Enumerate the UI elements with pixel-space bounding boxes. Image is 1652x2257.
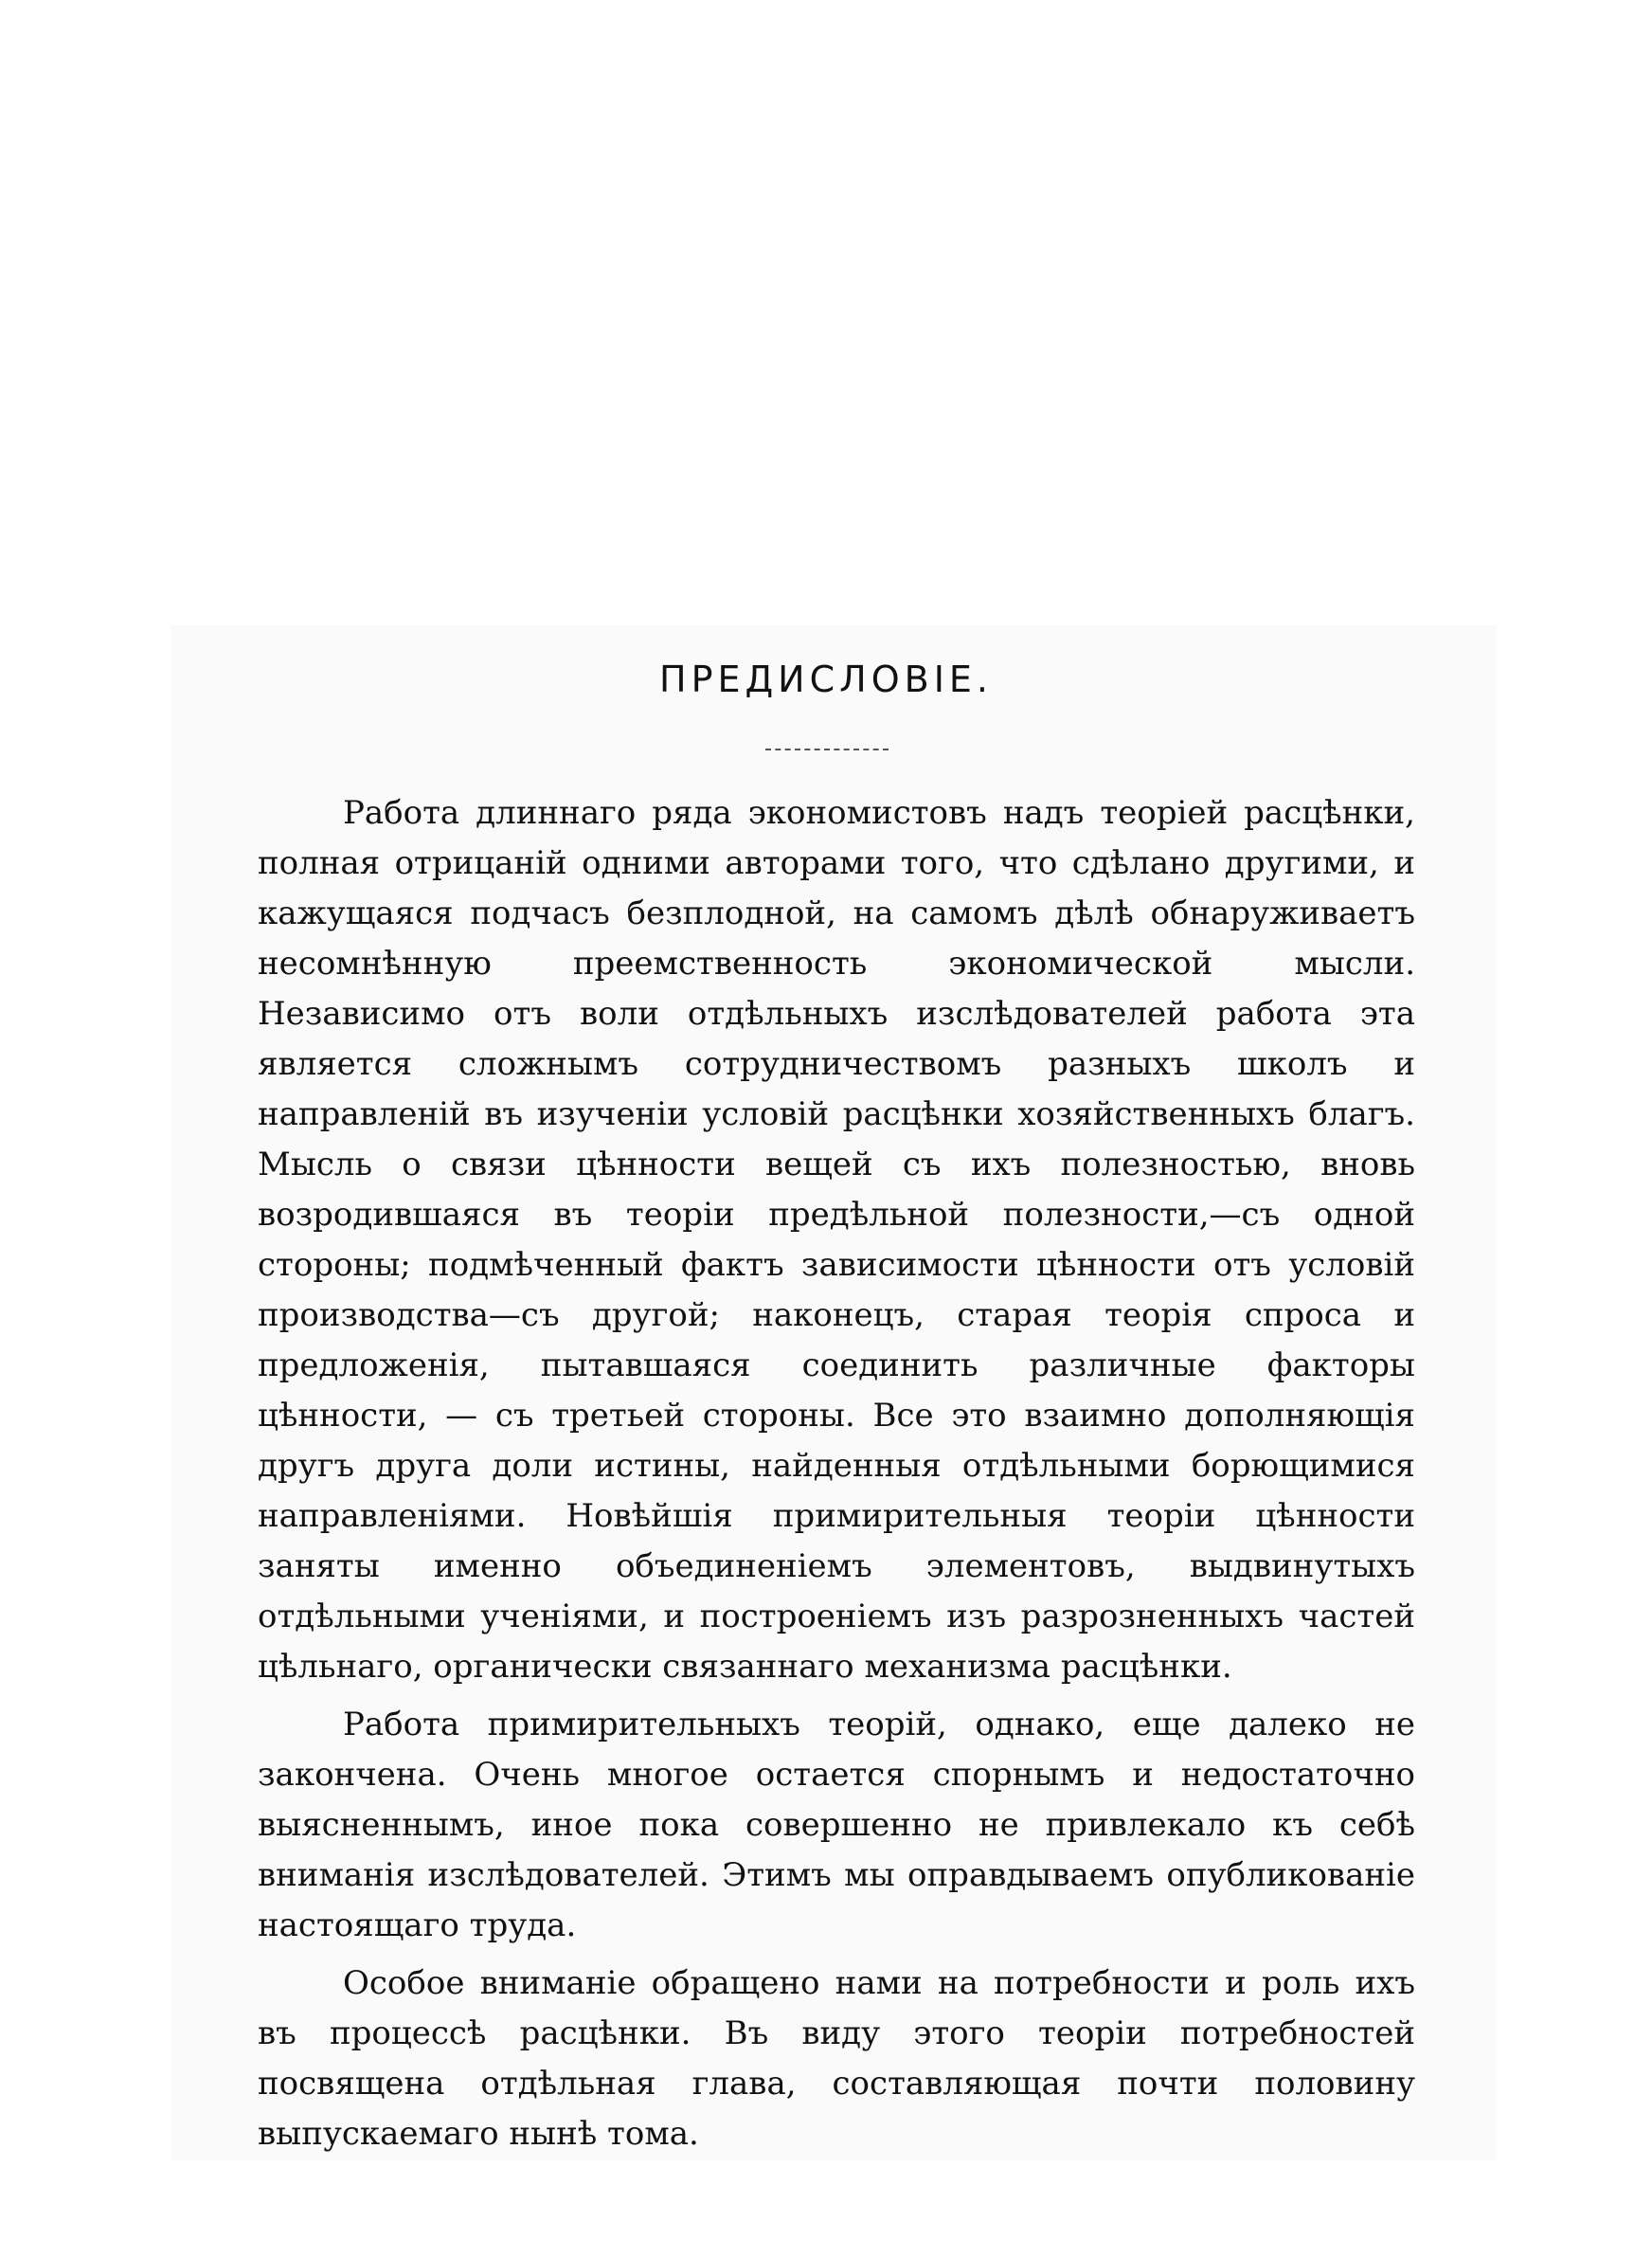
title-divider: [765, 749, 889, 752]
page-title: ПРЕДИСЛОВІЕ.: [659, 659, 993, 700]
paragraph-1: Работа длиннаго ряда экономистовъ надъ теоріей расцѣнки, полная отрицаній одними авторами того, что сдѣлано другими, и кажущаяся подчасъ безплодной, на самомъ дѣлѣ обнаруживаетъ несомнѣнную преемственность экономической мысли. Независимо отъ воли отдѣльныхъ изслѣдователей работа эта является сложнымъ сотрудничествомъ разныхъ школъ и направленій въ изученіи условій расцѣнки хозяйственныхъ благъ. Мысль о связи цѣнности вещей съ ихъ полезностью, вновь возродившаяся въ теоріи предѣльной полезности,—съ одной стороны; подмѣченный фактъ зависимости цѣнности отъ условій производства—съ другой; наконецъ, старая теорія спроса и предложенія, пытавшаяся соединить различные факторы цѣнности, — съ третьей стороны. Все это взаимно дополняющія другъ друга доли истины, найденныя отдѣльными борющимися направленіями. Новѣйшія примирительныя теоріи цѣнности заняты именно объединеніемъ элементовъ, выдвинутыхъ отдѣльными ученіями, и построеніемъ изъ разрозненныхъ частей цѣльнаго, органически связаннаго механизма расцѣнки.: [258, 794, 1415, 1686]
paragraph-3: Особое вниманіе обращено нами на потребности и роль ихъ въ процессѣ расцѣнки. Въ виду этого теоріи потребностей посвящена отдѣльная глава, составляющая почти половину выпускаемаго нынѣ тома.: [258, 1964, 1415, 2153]
body-text: [258, 788, 1415, 2159]
paragraph-2: Работа примирительныхъ теорій, однако, еще далеко не закончена. Очень многое остается спорнымъ и недостаточно выясненнымъ, иное пока совершенно не привлекало къ себѣ вниманія изслѣдователей. Этимъ мы оправдываемъ опубликованіе настоящаго труда.: [258, 1706, 1415, 1944]
